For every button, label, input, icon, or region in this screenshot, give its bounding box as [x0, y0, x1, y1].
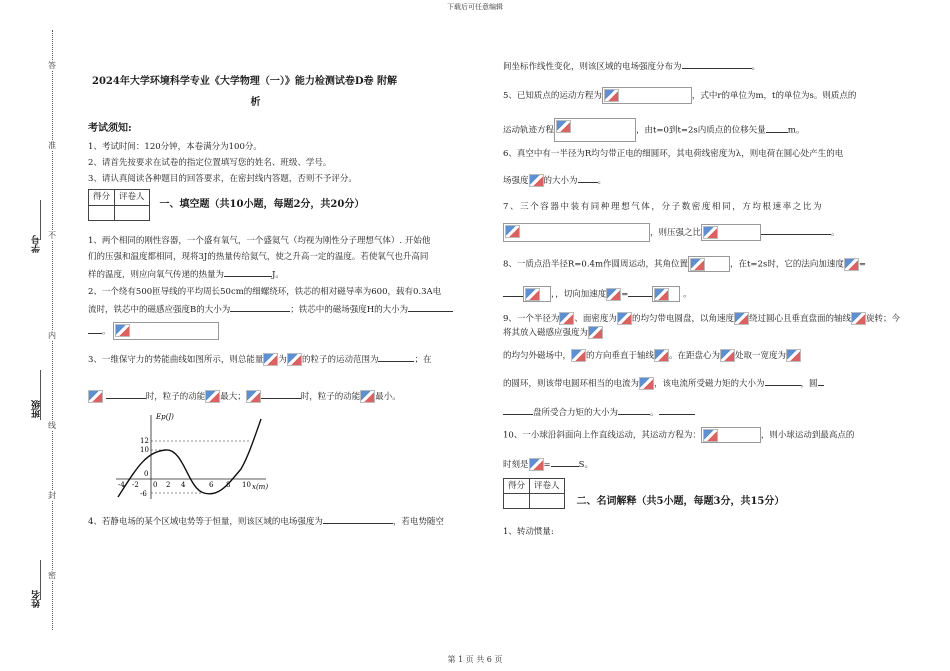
notice-item: 1、考试时间：120分钟，本卷满分为100分。 — [88, 141, 262, 152]
x-tick: -4 — [118, 480, 125, 489]
section2-title: 二、名词解释（共5小题，每题3分，共15分） — [576, 496, 785, 508]
formula-image — [113, 322, 219, 340]
answer-blank[interactable] — [408, 302, 453, 312]
answer-blank[interactable] — [378, 352, 414, 362]
formula-image — [701, 224, 761, 241]
question-5: 5、已知质点的运动方程为 ，式中r的单位为m，t的单位为s。则质点的 运动轨迹方程 ，由t=0到t=2s内质点的位移矢量 m。 — [503, 87, 903, 142]
answer-blank[interactable] — [818, 376, 824, 386]
question-4: 4、若静电场的某个区域电势等于恒量，则该区域的电场强度为 ，若电势随空 — [88, 514, 483, 528]
x-tick: -2 — [132, 480, 139, 489]
formula-image — [652, 286, 680, 302]
right-column — [503, 59, 903, 538]
name-label: 姓名 — [32, 590, 42, 608]
formula-image — [688, 256, 730, 272]
section1-title: 一、填空题（共10小题，每题2分，共20分） — [159, 198, 365, 210]
notice-item: 3、请认真阅读各种题目的回答要求，在密封线内答题，否则不予评分。 — [88, 174, 357, 185]
answer-blank[interactable] — [682, 59, 752, 69]
x-tick: 6 — [209, 480, 214, 489]
answer-blank[interactable] — [578, 173, 598, 183]
notice-heading: 考试须知: — [88, 123, 132, 134]
answer-blank[interactable] — [765, 376, 801, 386]
formula-image — [503, 223, 650, 242]
y-tick: -6 — [140, 489, 147, 498]
left-column — [88, 75, 483, 529]
formula-image — [287, 353, 302, 366]
formula-image — [360, 390, 375, 403]
fill-line — [40, 370, 41, 420]
formula-image — [602, 87, 692, 104]
question-8: 8、一质点沿半径R=0.4m作圆周运动，其角位置 ，在t=2s时，它的法向加速度 = ，，切向加速度 = 。 — [503, 256, 903, 302]
score-cell: 得分 — [504, 478, 530, 493]
formula-image — [263, 353, 278, 366]
seal-char: 内 — [48, 331, 56, 340]
y-tick: 0 — [144, 469, 149, 478]
formula-image — [205, 390, 220, 403]
answer-blank[interactable] — [551, 457, 579, 467]
notice-item: 2、请首先按要求在试卷的指定位置填写您的姓名、班级、学号。 — [88, 157, 332, 168]
formula-image — [554, 118, 636, 142]
answer-blank[interactable] — [224, 267, 272, 277]
page-title: 2024年大学环境科学专业《大学物理（一）》能力检测试卷D卷 附解 — [92, 76, 397, 87]
answer-blank[interactable] — [261, 389, 301, 399]
y-label: Ep(J) — [156, 412, 174, 421]
formula-image — [844, 258, 859, 271]
potential-energy-graph — [106, 409, 276, 504]
question-1: 1、两个相同的刚性容器，一个盛有氧气，一个盛氦气（均视为刚性分子理想气体）. 开始他 们的压强和温度都相同，现将3J的热量传给氦气，使之升高一定的温度。若使氧气也升高同 样的温度，则应向氧气传递的热量为 J。 — [88, 235, 431, 281]
answer-blank[interactable] — [106, 389, 146, 399]
formula-image — [246, 390, 261, 403]
question-6: 6、真空中有一半径为R均匀带正电的细圆环，其电荷线密度为λ，则电荷在圆心处产生的电 场强度 的大小为 。 — [503, 149, 844, 186]
answer-blank[interactable] — [323, 514, 393, 524]
y-tick: 10 — [140, 445, 149, 454]
seal-char: 答 — [48, 61, 56, 70]
fill-line — [40, 200, 41, 240]
class-label: 班级 — [32, 400, 42, 418]
section2-header — [503, 477, 903, 510]
x-tick: 4 — [181, 480, 186, 489]
header-note: 下载后可任意编辑 — [447, 3, 503, 11]
y-tick: 12 — [140, 436, 149, 445]
seal-char: 密 — [48, 571, 56, 580]
question-7: 7、三个容器中装有同种理想气体，分子数密度相同，方均根速率之比为 ，则压强之比 。 — [503, 201, 903, 242]
score-cell: 得分 — [89, 190, 115, 205]
score-table — [88, 189, 150, 220]
x-tick: 2 — [166, 480, 171, 489]
formula-image — [88, 390, 103, 403]
answer-blank[interactable] — [230, 302, 290, 312]
formula-image — [701, 427, 761, 443]
student-id-label: 学号 — [32, 235, 42, 253]
x-tick: 8 — [226, 480, 231, 489]
question-3: 3、一维保守力的势能曲线如图所示，则总能量 为 的粒子的运动范围为 ；在 时，粒子的动能 最大； 时，粒子的动能 最小。 — [88, 352, 483, 403]
question-2: 2、一个绕有500匝导线的平均周长50cm的细螺绕环，铁芯的相对磁导率为600，载有0.3A电 流时，铁芯中的磁感应强度B的大小为 ；铁芯中的磁场强度H的大小为 。 — [88, 286, 483, 341]
binding-margin — [0, 30, 60, 650]
answer-blank[interactable] — [628, 287, 652, 297]
answer-blank[interactable] — [503, 287, 523, 297]
x-label: x(m) — [252, 482, 269, 491]
formula-image — [529, 174, 544, 187]
formula-image — [606, 288, 621, 301]
grader-cell: 评卷人 — [115, 190, 150, 205]
answer-blank[interactable] — [88, 324, 102, 334]
formula-image — [523, 286, 551, 302]
page-title-cont: 析 — [250, 96, 261, 108]
x-tick: 0 — [153, 480, 158, 489]
curve — [118, 419, 261, 497]
seal-char: 准 — [48, 141, 56, 150]
question-4-cont: 间坐标作线性变化，则该区域的电场强度分布为 。 — [503, 59, 903, 73]
answer-blank[interactable] — [761, 225, 831, 235]
answer-blank[interactable] — [618, 405, 650, 415]
answer-blank[interactable] — [766, 123, 788, 133]
seal-char: 线 — [48, 421, 56, 430]
definition-1: 1、转动惯量: — [503, 526, 554, 537]
section1-header — [88, 189, 483, 220]
x-tick: 10 — [242, 480, 251, 489]
grader-cell: 评卷人 — [530, 478, 565, 493]
page-footer: 第 1 页 共 6 页 — [447, 655, 503, 664]
seal-char: 不 — [48, 231, 56, 240]
answer-blank[interactable] — [503, 405, 533, 415]
score-table — [503, 478, 565, 509]
question-10: 10、一小球沿斜面向上作直线运动，其运动方程为： ，则小球运动到最高点的 时刻是 = S。 — [503, 427, 903, 471]
answer-blank[interactable] — [659, 405, 695, 415]
seal-char: 封 — [48, 491, 56, 500]
question-9: 9、一个半径为 、面密度为 的均匀带电圆盘，以角速度 绕过圆心且垂直盘面的轴线 旋转；今将其放入磁感应强度为 的均匀外磁场中， 的方向垂直于轴线 。在距盘心为 处取一宽度为 的圆环，则该带电圆环相当的电流为 ，该电流所受磁力矩的大小为 ，圆 盘所受合力矩的大小为 。 — [503, 314, 900, 418]
fill-line — [40, 560, 41, 600]
